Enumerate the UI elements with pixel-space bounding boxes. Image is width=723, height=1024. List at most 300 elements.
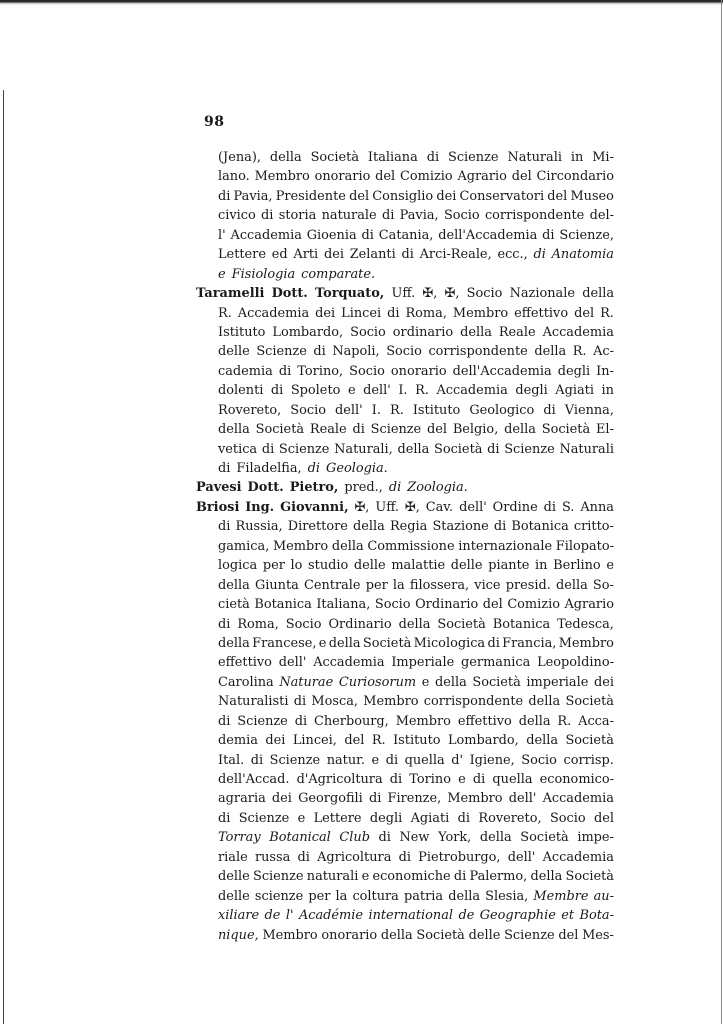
text-word: della: [328, 635, 361, 651]
text-word: Curiosorum: [338, 674, 417, 690]
text-word: Società: [520, 830, 569, 846]
text-word: della: [218, 422, 250, 438]
entry-name-word: Torquato,: [315, 286, 385, 302]
text-word: della: [460, 324, 492, 340]
text-word: lano.: [218, 169, 250, 185]
text-word: economiche: [372, 869, 451, 885]
text-word: di: [361, 227, 374, 243]
text-word: della: [448, 888, 481, 904]
text-word: e: [371, 752, 380, 768]
text-word: malattie: [391, 558, 446, 574]
text-line: [196, 245, 614, 264]
text-word: e: [361, 869, 370, 885]
text-word: Naturae: [279, 674, 334, 690]
text-word: di: [487, 635, 500, 651]
text-word: Mosca,: [311, 694, 358, 710]
text-word: di: [533, 247, 546, 263]
text-word: Naturali: [559, 441, 614, 457]
text-word: di: [307, 461, 321, 476]
text-word: El-: [595, 422, 614, 438]
text-line: [196, 731, 614, 750]
text-word: Botanica: [492, 616, 551, 632]
text-word: Lombardo,: [272, 324, 344, 340]
text-word: riale: [218, 849, 248, 865]
text-word: Ordine: [492, 499, 538, 515]
text-word: Naturali,: [334, 441, 393, 457]
text-line: [196, 401, 614, 420]
text-word: Fisiologia: [231, 266, 296, 282]
text-word: delle: [218, 344, 250, 360]
text-word: Pietroburgo,: [418, 849, 501, 865]
text-word: dei: [315, 305, 336, 321]
text-word: dei: [436, 188, 457, 204]
text-word: ed: [271, 247, 288, 263]
text-word: delle: [450, 558, 483, 574]
text-word: de: [458, 908, 475, 924]
text-line: [196, 284, 614, 303]
text-line: [196, 342, 614, 361]
text-word: Zelanti: [349, 247, 396, 263]
text-line: [196, 323, 614, 342]
text-word: della: [518, 713, 551, 729]
entry-name-word: Dott.: [271, 286, 308, 302]
text-word: di: [401, 247, 414, 263]
text-word: Pavia,: [399, 208, 439, 224]
text-word: Giunta: [254, 577, 299, 593]
text-word: Ordinario: [328, 616, 392, 632]
text-word: Torino,: [297, 363, 344, 379]
text-word: dell': [278, 655, 307, 671]
text-word: Lombardo,: [447, 733, 519, 749]
text-word: in: [535, 558, 548, 574]
text-word: Istituto: [218, 324, 266, 340]
text-word: Botanical: [269, 830, 331, 846]
text-word: effettivo: [457, 713, 512, 729]
text-word: quella: [492, 772, 533, 787]
text-word: storia: [278, 208, 317, 224]
text-word: Uff.: [375, 499, 399, 515]
text-word: Accademia: [436, 383, 508, 399]
text-word: di: [453, 869, 467, 885]
text-line: [196, 187, 614, 206]
text-word: l': [285, 908, 294, 924]
text-word: dei: [593, 674, 614, 690]
text-word: Istituto: [393, 733, 441, 749]
text-word: quella: [404, 752, 445, 768]
text-word: Socio: [466, 286, 503, 302]
text-word: presid.: [505, 577, 551, 593]
text-word: Imperiale: [391, 655, 455, 671]
text-line: [196, 770, 614, 789]
text-word: coltura: [352, 888, 399, 904]
text-line: [196, 867, 614, 886]
text-word: Naturali: [507, 150, 562, 165]
text-word: di: [378, 830, 391, 846]
text-word: Scienze: [504, 441, 555, 457]
text-word: Società: [362, 635, 412, 651]
text-word: di: [543, 402, 556, 418]
text-word: Gioenia: [306, 227, 357, 243]
text-word: di: [368, 791, 382, 807]
text-word: Geologico: [469, 402, 535, 418]
text-word: New: [399, 830, 430, 846]
text-word: dolenti: [218, 383, 264, 399]
text-word: effettivo: [218, 655, 272, 671]
text-word: e: [347, 383, 356, 399]
text-word: di: [261, 208, 274, 224]
text-word: international: [368, 908, 454, 924]
text-word: Micologica: [413, 635, 486, 651]
text-word: nique,: [218, 927, 259, 943]
text-line: [196, 420, 614, 439]
text-word: di: [278, 363, 292, 379]
text-word: di: [270, 383, 284, 399]
text-word: Reale: [498, 324, 536, 340]
text-word: effettivo: [514, 305, 569, 321]
text-word: della: [582, 286, 614, 302]
text-word: di: [543, 499, 557, 515]
entry-name-word: Ing.: [245, 499, 275, 515]
text-word: R.: [218, 305, 232, 321]
text-word: patria: [404, 888, 444, 904]
text-word: et: [561, 908, 575, 924]
text-word: della: [398, 616, 431, 632]
text-word: Lincei: [341, 305, 382, 321]
text-word: pred.,: [344, 480, 383, 496]
text-line: [196, 478, 614, 497]
text-word: di: [218, 461, 231, 476]
text-line: [196, 576, 614, 595]
text-line: [196, 595, 614, 614]
text-word: Berlino: [553, 558, 601, 574]
text-word: della: [269, 150, 302, 165]
text-word: Mes-: [582, 927, 614, 943]
text-word: Società: [434, 441, 483, 457]
text-word: di: [487, 441, 500, 457]
text-line: [196, 673, 614, 692]
text-line: [196, 751, 614, 770]
text-line: [196, 692, 614, 711]
text-word: corrispondente: [423, 694, 524, 710]
text-word: vice: [474, 577, 501, 593]
text-word: Socio: [349, 363, 385, 379]
text-word: di: [218, 188, 231, 204]
text-word: della: [479, 830, 512, 846]
text-word: di: [542, 227, 555, 243]
text-line: [196, 828, 614, 847]
text-word: cietà: [218, 597, 250, 613]
text-word: Scienze: [504, 927, 555, 943]
text-word: degli: [557, 363, 591, 379]
text-word: Acca-: [578, 713, 614, 729]
text-word: Pavia,: [233, 188, 273, 204]
text-word: del: [344, 733, 365, 749]
text-word: Consiglio: [372, 188, 434, 204]
text-word: Uff.: [391, 286, 416, 302]
text-word: naturali: [306, 869, 359, 885]
text-word: Società: [310, 150, 360, 165]
text-word: la: [335, 888, 348, 904]
text-line: [196, 440, 614, 459]
text-word: Membro: [262, 927, 318, 943]
text-line: [196, 517, 614, 536]
text-word: di: [297, 849, 310, 865]
text-word: Leopoldino-: [537, 655, 614, 671]
text-word: Filopato-: [555, 538, 614, 554]
text-word: In-: [596, 363, 614, 379]
text-word: dei: [323, 247, 344, 263]
text-word: Agiati: [555, 383, 594, 399]
text-word: Società: [541, 422, 591, 438]
text-word: Carolina: [218, 674, 274, 690]
text-word: Arci-Reale,: [419, 247, 492, 263]
text-word: Zoologia.: [407, 480, 468, 496]
text-word: di: [385, 752, 399, 768]
text-word: Scienze: [237, 713, 288, 729]
text-word: Scienze: [256, 344, 307, 360]
text-line: [196, 148, 614, 167]
text-word: Torray: [218, 830, 261, 846]
text-word: Ac-: [593, 344, 614, 360]
text-word: delle: [353, 558, 386, 574]
text-word: di: [381, 208, 395, 224]
text-word: S.: [561, 499, 575, 515]
text-word: germanica: [461, 655, 531, 671]
text-word: scienze: [254, 888, 304, 904]
text-word: di: [218, 810, 231, 826]
text-word: Scienze: [448, 150, 499, 165]
text-word: Anna: [580, 499, 614, 515]
text-word: di: [294, 713, 308, 729]
text-word: della: [218, 635, 250, 651]
text-word: Belgio,: [452, 422, 499, 438]
text-word: Ital.: [218, 752, 245, 768]
text-word: R.: [572, 344, 587, 360]
text-word: d': [451, 752, 464, 768]
text-word: So-: [592, 577, 614, 593]
text-word: Socio: [374, 597, 411, 613]
text-line: [196, 634, 614, 653]
text-word: Francia,: [502, 635, 557, 651]
text-word: Socio: [521, 752, 557, 768]
text-word: Membro: [254, 169, 310, 185]
text-word: gamica,: [218, 538, 270, 554]
text-word: demia: [218, 733, 258, 749]
text-word: di: [218, 519, 231, 535]
text-word: critto-: [573, 519, 614, 535]
text-line: [196, 167, 614, 186]
text-line: [196, 459, 614, 478]
text-line: [196, 615, 614, 634]
text-word: Scienze: [269, 752, 321, 768]
text-word: Direttore: [287, 519, 348, 535]
text-word: civico: [218, 208, 256, 224]
text-line: [196, 712, 614, 731]
text-word: Presidente: [275, 188, 346, 204]
text-word: dell'Accademia: [452, 363, 552, 379]
scan-edge-right: [721, 0, 722, 1024]
text-word: in: [570, 150, 584, 165]
text-word: Agrario: [457, 169, 507, 185]
text-word: Arti: [293, 247, 319, 263]
text-word: Scienze: [278, 441, 330, 457]
text-word: del: [427, 422, 448, 438]
text-word: Reale: [309, 422, 347, 438]
text-word: della: [530, 869, 563, 885]
text-word: Cherbourg,: [314, 713, 389, 729]
text-word: e: [297, 810, 306, 826]
text-word: in: [601, 383, 614, 399]
text-word: Roma,: [405, 305, 447, 321]
entry-name-word: Taramelli: [196, 286, 265, 302]
text-word: xiliare: [218, 908, 260, 924]
text-word: Cav.: [425, 499, 454, 515]
text-line: [196, 537, 614, 556]
text-line: [196, 848, 614, 867]
text-word: e: [458, 772, 466, 787]
text-word: dell': [508, 791, 537, 807]
text-word: per: [308, 888, 331, 904]
text-word: del: [511, 169, 532, 185]
text-line: [196, 265, 614, 284]
text-word: Membro: [447, 791, 503, 807]
text-line: [196, 556, 614, 575]
text-word: Accademia: [313, 655, 385, 671]
text-word: di: [352, 422, 365, 438]
text-line: [196, 206, 614, 225]
text-word: Agricoltura: [317, 849, 392, 865]
text-line: [196, 809, 614, 828]
text-word: di: [218, 616, 231, 632]
text-word: Socio: [290, 402, 326, 418]
text-word: l': [218, 227, 226, 243]
text-word: Società: [565, 869, 614, 885]
text-word: Accademia: [237, 305, 310, 321]
text-word: Rovereto,: [478, 810, 542, 826]
text-word: Igiene,: [469, 752, 515, 768]
text-word: Catania,: [378, 227, 434, 243]
text-word: Società: [565, 733, 614, 749]
text-word: di: [457, 810, 471, 826]
text-word: Membro: [558, 635, 614, 651]
text-word: Accademia: [542, 324, 614, 340]
text-word: Museo: [570, 188, 614, 204]
text-word: Conservatori: [459, 188, 545, 204]
text-word: per: [262, 558, 285, 574]
text-word: di: [493, 519, 507, 535]
text-word: Membro: [272, 538, 329, 554]
text-word: Napoli,: [332, 344, 380, 360]
entry-name-word: Giovanni,: [280, 499, 349, 515]
text-word: au-: [593, 888, 614, 904]
text-word: cademia: [218, 363, 273, 379]
text-word: Georgofili: [298, 791, 363, 807]
text-word: Botanica: [254, 597, 312, 613]
text-word: Rovereto,: [218, 402, 282, 418]
text-word: di: [426, 150, 440, 165]
entry-name-word: Pietro,: [289, 480, 339, 496]
text-line: [196, 226, 614, 245]
text-word: Anatomia: [551, 247, 614, 263]
text-line: [196, 789, 614, 808]
text-line: [196, 362, 614, 381]
text-word: Circondario: [536, 169, 614, 185]
text-word: delle: [468, 927, 501, 943]
text-word: di: [387, 305, 400, 321]
text-word: R.: [557, 713, 572, 729]
text-word: Membro: [363, 694, 419, 710]
text-word: della: [434, 674, 467, 690]
text-block: [196, 148, 614, 945]
text-word: delle: [218, 869, 250, 885]
text-word: Socio: [386, 344, 422, 360]
text-line: [196, 926, 614, 945]
text-word: Commissione: [367, 538, 455, 554]
text-word: Torino: [409, 772, 451, 787]
text-word: dei: [271, 791, 292, 807]
text-word: e: [218, 266, 226, 282]
text-word: piante: [488, 558, 530, 574]
text-word: Tedesca,: [557, 616, 614, 632]
text-word: corrisp.: [563, 752, 614, 768]
text-word: impe-: [577, 830, 614, 846]
text-word: di: [250, 752, 264, 768]
text-word: Naturalisti: [218, 694, 289, 710]
text-word: I.: [371, 402, 381, 418]
text-word: Roma,: [237, 616, 279, 632]
text-word: Socio: [443, 208, 480, 224]
text-word: degli: [369, 810, 403, 826]
text-word: dell': [507, 849, 536, 865]
text-word: del: [375, 169, 396, 185]
text-word: Agrario: [564, 597, 614, 613]
text-word: ecc.,: [497, 247, 528, 263]
text-word: Comizio: [399, 169, 453, 185]
text-word: Accademia: [230, 227, 302, 243]
text-word: di: [261, 441, 275, 457]
text-word: Stazione: [432, 519, 489, 535]
entry-name-word: Pavesi: [196, 480, 242, 496]
scan-edge-top: [0, 0, 723, 5]
text-word: di: [313, 344, 326, 360]
text-word: di: [218, 713, 231, 729]
text-word: R.: [600, 305, 614, 321]
text-word: della: [331, 538, 364, 554]
text-word: dell': [459, 499, 487, 515]
text-word: Palermo,: [469, 869, 528, 885]
text-word: ✠,: [444, 286, 460, 302]
text-word: Socio: [549, 810, 586, 826]
text-word: della: [526, 733, 559, 749]
text-word: Académie: [298, 908, 364, 924]
text-word: del-: [589, 208, 614, 224]
text-word: Firenze,: [387, 791, 442, 807]
text-word: della: [528, 694, 561, 710]
text-word: Società: [565, 694, 614, 710]
text-word: lo: [290, 558, 303, 574]
text-word: Accademia: [542, 791, 614, 807]
text-word: dell'Accademia: [438, 227, 538, 243]
text-word: di: [398, 849, 411, 865]
text-word: dell'Accad.: [218, 772, 290, 787]
text-word: del: [349, 188, 370, 204]
text-word: Membro: [452, 305, 509, 321]
text-word: Spoleto: [290, 383, 341, 399]
text-word: e: [606, 558, 614, 574]
text-word: Lettere: [313, 810, 362, 826]
text-word: onorario: [321, 927, 378, 943]
text-word: di: [389, 772, 403, 787]
